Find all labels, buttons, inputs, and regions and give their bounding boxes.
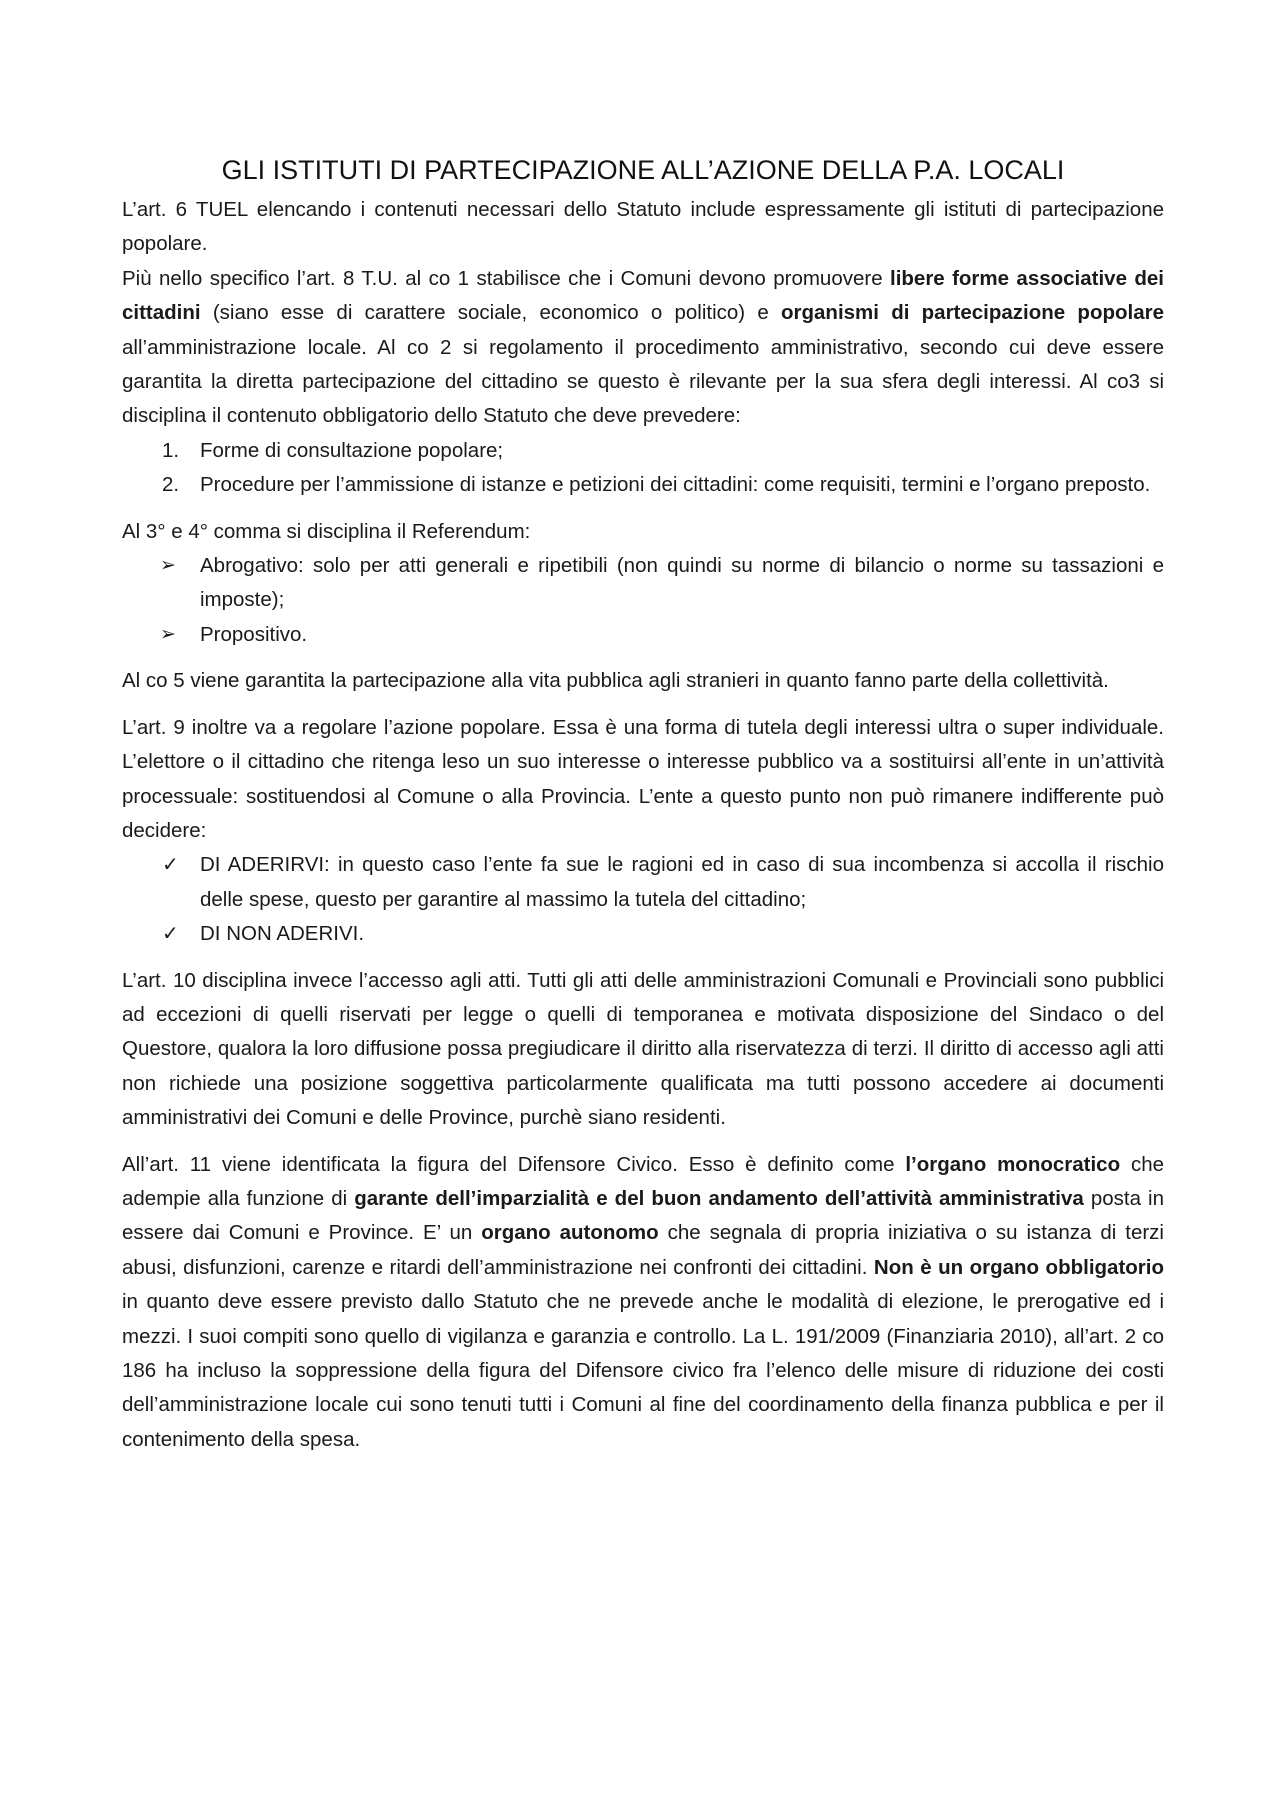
list-item-text: Abrogativo: solo per atti generali e ripetibili (non quindi su norme di bilancio o norme su tassazioni e imposte); bbox=[200, 554, 1164, 612]
text-run: che segnala di propria iniziativa o su istanza di terzi abusi, disfunzioni, carenze e ritardi dell’amministrazione nei confronti dei cittadini. bbox=[122, 1221, 1164, 1279]
bold-run: l’organo monocratico bbox=[905, 1152, 1121, 1176]
list-item bbox=[122, 468, 1164, 502]
bold-run: Non è un organo obbligatorio bbox=[873, 1255, 1164, 1279]
list-item bbox=[122, 917, 1164, 951]
paragraph-art10: L’art. 10 disciplina invece l’accesso agli atti. Tutti gli atti delle amministrazioni Comunali e Provinciali sono pubblici ad eccezioni di quelli riservati per legge o quelli di temporanea e motivata disposizione del Sindaco o del Questore, qualora la loro diffusione possa pregiudicare il diritto alla riservatezza di terzi. Il diritto di accesso agli atti non richiede una posizione soggettiva particolarmente qualificata ma tutti possono accedere ai documenti amministrativi dei Comuni e delle Province, purchè siano residenti. bbox=[122, 968, 1164, 1130]
checkmark-icon: ✓ bbox=[162, 923, 179, 946]
document-title: GLI ISTITUTI DI PARTECIPAZIONE ALL’AZIONE DELLA P.A. LOCALI bbox=[221, 155, 1065, 185]
list-number: 1. bbox=[162, 438, 180, 462]
bold-run: libere forme associative dei cittadini bbox=[122, 266, 1164, 325]
bold-run: garante dell’imparzialità e del buon andamento dell’attività amministrativa bbox=[354, 1186, 1084, 1210]
document-page bbox=[122, 150, 1164, 1457]
arrow-bullet-icon: ➢ bbox=[160, 623, 176, 645]
list-item bbox=[122, 848, 1164, 917]
arrow-list-referendum bbox=[122, 549, 1164, 652]
numbered-list-statuto bbox=[122, 434, 1164, 503]
arrow-bullet-icon: ➢ bbox=[160, 555, 176, 577]
list-item-text: DI ADERIRVI: in questo caso l’ente fa sue le ragioni ed in caso di sua incombenza si accolla il rischio delle spese, questo per garantire al massimo la tutela del cittadino; bbox=[200, 853, 1164, 911]
check-list-azione-popolare bbox=[122, 848, 1164, 951]
list-item-text: Propositivo. bbox=[200, 622, 308, 646]
paragraph-art9: L’art. 9 inoltre va a regolare l’azione popolare. Essa è una forma di tutela degli interessi ultra o super individuale. L’elettore o il cittadino che ritenga leso un suo interesse o interesse pubblico va a sostituirsi all’ente in un’attività processuale: sostituendosi al Comune o alla Provincia. L’ente a questo punto non può rimanere indifferente può decidere: bbox=[122, 715, 1164, 842]
paragraph-stranieri: Al co 5 viene garantita la partecipazione alla vita pubblica agli stranieri in quanto fanno parte della collettività. bbox=[122, 669, 1109, 693]
text-run: all’amministrazione locale. Al co 2 si regolamento il procedimento amministrativo, secondo cui deve essere garantita la diretta partecipazione del cittadino se questo è rilevante per la sua sfera degli interessi. Al co3 si disciplina il contenuto obbligatorio dello Statuto che deve prevedere: bbox=[122, 335, 1164, 428]
text-run: posta in essere dai Comuni e Province. E’ un bbox=[122, 1186, 1164, 1245]
list-item-text: Procedure per l’ammissione di istanze e petizioni dei cittadini: come requisiti, termini e l’organo preposto. bbox=[200, 473, 1151, 497]
checkmark-icon: ✓ bbox=[162, 854, 179, 877]
paragraph-art11 bbox=[122, 1148, 1164, 1458]
paragraph-art8 bbox=[122, 262, 1164, 434]
text-run: Più nello specifico l’art. 8 T.U. al co 1 stabilisce che i Comuni devono promuovere bbox=[122, 266, 890, 290]
list-item-text: Forme di consultazione popolare; bbox=[200, 438, 504, 462]
text-run: All’art. 11 viene identificata la figura del Difensore Civico. Esso è definito come bbox=[122, 1152, 906, 1176]
text-run: (siano esse di carattere sociale, economico o politico) e bbox=[200, 301, 781, 325]
list-item bbox=[122, 434, 1164, 468]
list-number: 2. bbox=[162, 473, 180, 497]
paragraph-referendum: Al 3° e 4° comma si disciplina il Referendum: bbox=[122, 519, 531, 543]
text-run: che adempie alla funzione di bbox=[122, 1152, 1164, 1210]
text-run: in quanto deve essere previsto dallo Statuto che ne prevede anche le modalità di elezione, le prerogative ed i mezzi. I suoi compiti sono quello di vigilanza e garanzia e controllo. La L. 191/2009 (Finanziaria 2010), all’art. 2 co 186 ha incluso la soppressione della figura del Difensore civico fra l’elenco delle misure di riduzione dei costi dell’amministrazione locale cui sono tenuti tutti i Comuni al fine del coordinamento della finanza pubblica e per il contenimento della spesa. bbox=[122, 1290, 1164, 1451]
list-item bbox=[122, 618, 1164, 652]
list-item-text: DI NON ADERIVI. bbox=[200, 922, 365, 946]
list-item bbox=[122, 549, 1164, 618]
paragraph-art6: L’art. 6 TUEL elencando i contenuti necessari dello Statuto include espressamente gli istituti di partecipazione popolare. bbox=[122, 198, 1164, 256]
bold-run: organismi di partecipazione popolare bbox=[781, 301, 1164, 325]
bold-run: organo autonomo bbox=[481, 1221, 659, 1245]
